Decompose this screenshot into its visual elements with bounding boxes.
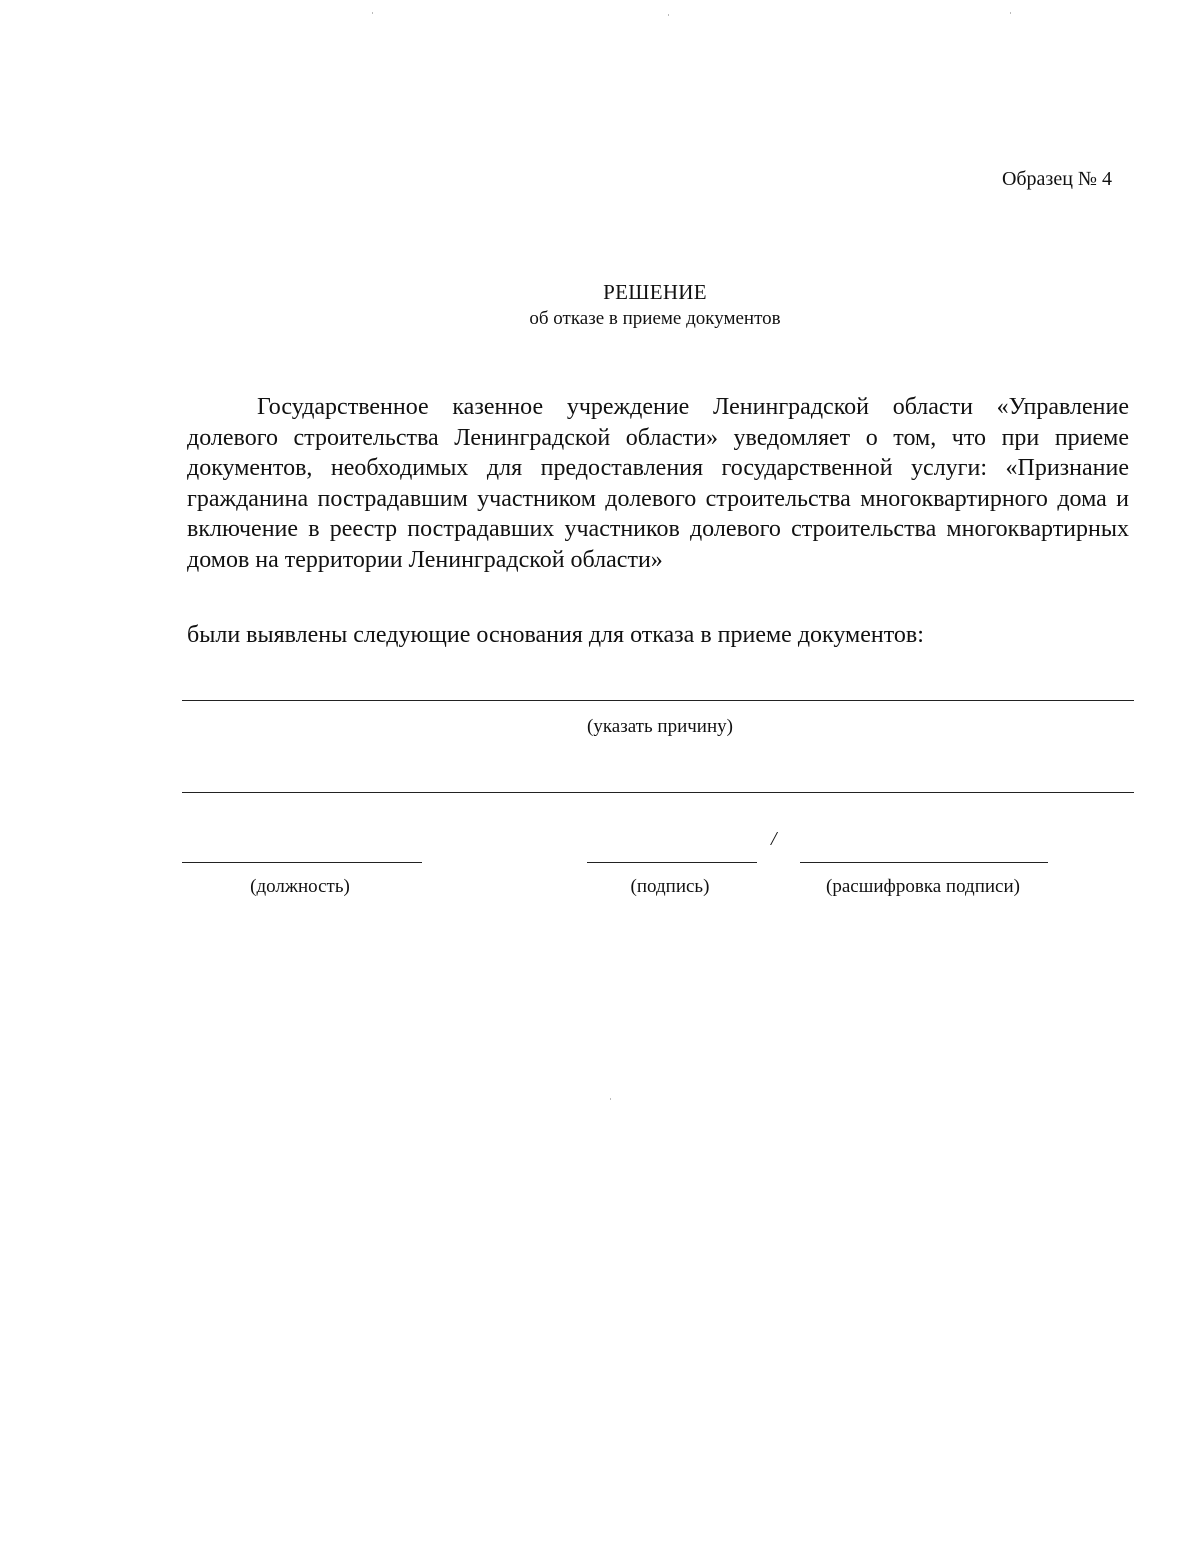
document-subtitle: об отказе в приеме документов (529, 308, 781, 329)
scan-speck (1010, 12, 1011, 14)
scan-speck (372, 12, 373, 14)
reason-hint: (указать причину) (587, 716, 733, 737)
reason-entry-line (182, 700, 1134, 701)
reasons-intro: были выявлены следующие основания для отказа в приеме документов: (187, 622, 924, 648)
signature-hint: (подпись) (630, 876, 710, 897)
scan-speck (668, 14, 669, 16)
name-decoding-line (800, 862, 1048, 863)
signature-separator: / (771, 828, 777, 850)
position-hint: (должность) (250, 876, 350, 897)
notice-paragraph: Государственное казенное учреждение Ленинградской области «Управление долевого строительства Ленинградской области» уведомляет о том, что при приеме документов, необходимых для предоставления государственной услуги: «Признание гражданина пострадавшим участником долевого строительства многоквартирного дома и включение в реестр пострадавших участников долевого строительства многоквартирных домов на территории Ленинградской области» (187, 394, 1129, 573)
position-signature-line (182, 862, 422, 863)
document-title: РЕШЕНИЕ (603, 280, 707, 304)
reason-entry-line-2 (182, 792, 1134, 793)
scan-speck (610, 1098, 611, 1100)
sample-number-label: Образец № 4 (1001, 168, 1112, 190)
name-decoding-hint: (расшифровка подписи) (826, 876, 1020, 897)
signature-line (587, 862, 757, 863)
